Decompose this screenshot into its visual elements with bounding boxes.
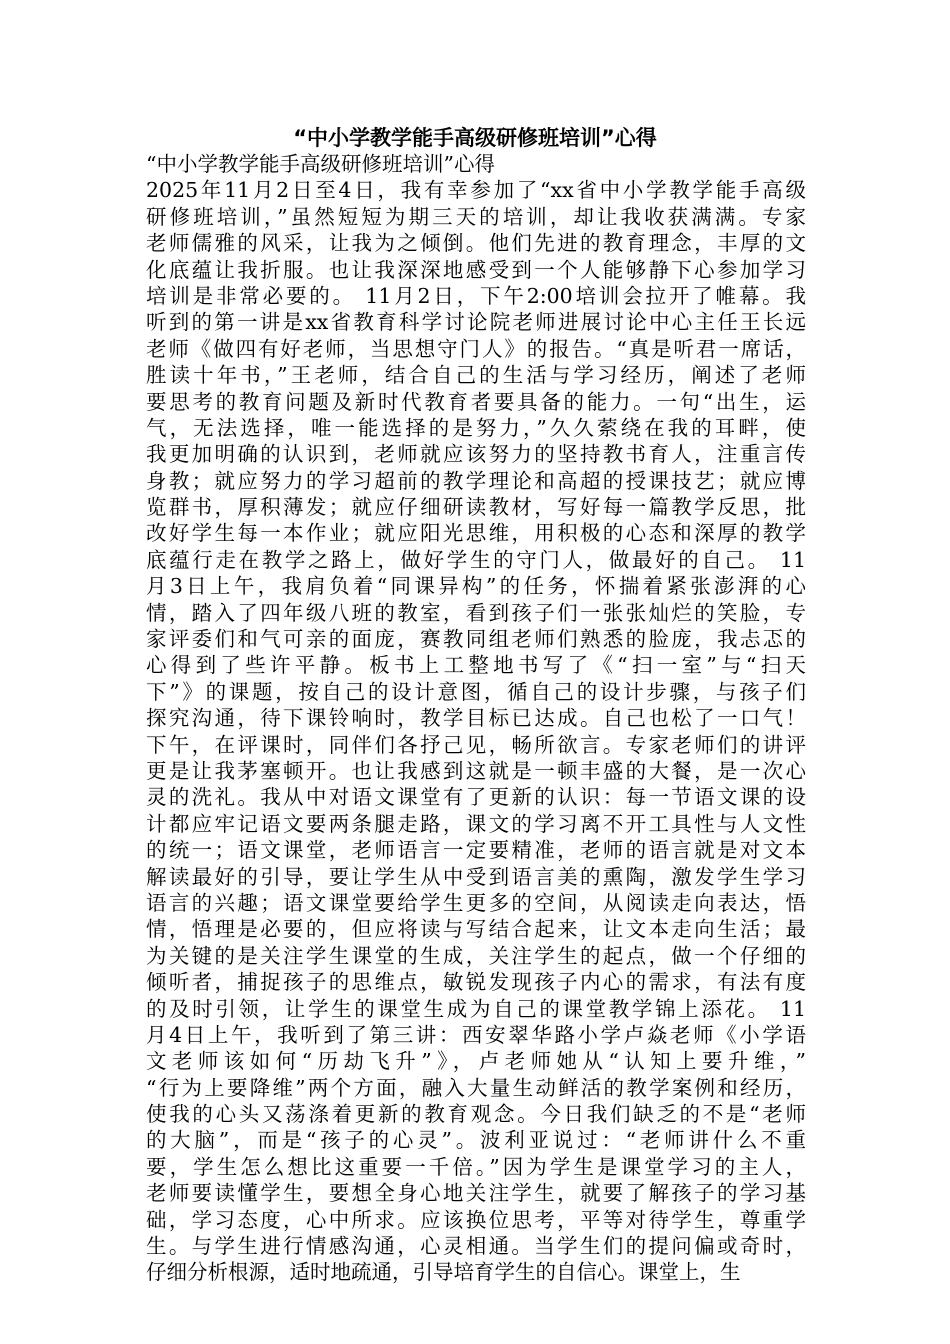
paragraph-line: 下午，在评课时，同伴们各抒己见，畅所欲言。专家老师们的讲评 <box>146 732 806 757</box>
paragraph-line: 底蕴行走在教学之路上，做好学生的守门人，做最好的自己。 11 <box>146 547 806 572</box>
paragraph-line: 身教；就应努力的学习超前的教学理论和高超的授课技艺；就应博 <box>146 468 806 493</box>
paragraph-line: 心得到了些许平静。板书上工整地书写了《“扫一室”与“扫天 <box>146 653 806 678</box>
paragraph-line: 月3日上午，我肩负着“同课异构”的任务，怀揣着紧张澎湃的心 <box>146 574 806 599</box>
paragraph-line: 胜读十年书，”王老师，结合自己的生活与学习经历，阐述了老师 <box>146 363 806 388</box>
paragraph-line: 语言的兴趣；语文课堂要给学生更多的空间，从阅读走向表达，悟 <box>146 890 806 915</box>
paragraph-line: 为关键的是关注学生课堂的生成，关注学生的起点，做一个仔细的 <box>146 943 806 968</box>
paragraph-line: 览群书，厚积薄发；就应仔细研读教材，写好每一篇教学反思，批 <box>146 495 806 520</box>
paragraph-line: 听到的第一讲是xx省教育科学讨论院老师进展讨论中心主任王长远 <box>146 310 806 335</box>
paragraph-line: 培训是非常必要的。 11月2日，下午2:00培训会拉开了帷幕。我 <box>146 283 806 308</box>
paragraph-line: 础，学习态度，心中所求。应该换位思考，平等对待学生，尊重学 <box>146 1207 806 1232</box>
paragraph-line: 2025年11月2日至4日，我有幸参加了“xx省中小学教学能手高级 <box>146 178 806 203</box>
paragraph-line: 的及时引领，让学生的课堂生成为自己的课堂教学锦上添花。 11 <box>146 996 806 1021</box>
paragraph-line: 的统一；语文课堂，老师语言一定要精准，老师的语言就是对文本 <box>146 838 806 863</box>
paragraph-line: 倾听者，捕捉孩子的思维点，敏锐发现孩子内心的需求，有法有度 <box>146 970 806 995</box>
document-title: “中小学教学能手高级研修班培训”心得 <box>293 126 657 150</box>
paragraph-line: 老师儒雅的风采，让我为之倾倒。他们先进的教育理念，丰厚的文 <box>146 231 806 256</box>
paragraph-line: 老师《做四有好老师，当思想守门人》的报告。“真是听君一席话， <box>146 336 806 361</box>
paragraph-line: 的大脑”，而是“孩子的心灵”。波利亚说过：“老师讲什么不重 <box>146 1128 806 1153</box>
paragraph-line: 家评委们和气可亲的面庞，赛教同组老师们熟悉的脸庞，我忐忑的 <box>146 627 806 652</box>
paragraph-line: 月4日上午，我听到了第三讲：西安翠华路小学卢焱老师《小学语 <box>146 1022 806 1047</box>
paragraph-line: “行为上要降维”两个方面，融入大量生动鲜活的教学案例和经历， <box>146 1075 806 1100</box>
paragraph-line: 老师要读懂学生，要想全身心地关注学生，就要了解孩子的学习基 <box>146 1181 806 1206</box>
paragraph-line: 要思考的教育问题及新时代教育者要具备的能力。一句“出生，运 <box>146 389 806 414</box>
document-subtitle: “中小学教学能手高级研修班培训”心得 <box>146 152 495 176</box>
paragraph-line: 下”》的课题，按自己的设计意图，循自己的设计步骤，与孩子们 <box>146 679 806 704</box>
paragraph-line: 要，学生怎么想比这重要一千倍。”因为学生是课堂学习的主人， <box>146 1154 806 1179</box>
paragraph-line: 情，悟理是必要的，但应将读与写结合起来，让文本走向生活；最 <box>146 917 806 942</box>
paragraph-line: 探究沟通，待下课铃响时，教学目标已达成。自己也松了一口气！ <box>146 706 806 731</box>
document-body <box>146 151 806 1286</box>
paragraph-line: 气，无法选择，唯一能选择的是努力，”久久萦绕在我的耳畔，使 <box>146 415 806 440</box>
paragraph-line: 我更加明确的认识到，老师就应该努力的坚持教书育人，注重言传 <box>146 442 806 467</box>
paragraph-line: 计都应牢记语文要两条腿走路，课文的学习离不开工具性与人文性 <box>146 811 806 836</box>
paragraph-line: 化底蕴让我折服。也让我深深地感受到一个人能够静下心参加学习 <box>146 257 806 282</box>
paragraph-line: 改好学生每一本作业；就应阳光思维，用积极的心态和深厚的教学 <box>146 521 806 546</box>
paragraph-line: 研修班培训，”虽然短短为期三天的培训，却让我收获满满。专家 <box>146 204 806 229</box>
paragraph-line: 灵的洗礼。我从中对语文课堂有了更新的认识：每一节语文课的设 <box>146 785 806 810</box>
paragraph-line: 仔细分析根源，适时地疏通，引导培育学生的自信心。课堂上，生 <box>146 1260 741 1285</box>
paragraph-line: 解读最好的引导，要让学生从中受到语言美的熏陶，激发学生学习 <box>146 864 806 889</box>
paragraph-line: 情，踏入了四年级八班的教室，看到孩子们一张张灿烂的笑脸，专 <box>146 600 806 625</box>
paragraph-line: 文老师该如何“历劫飞升”》，卢老师她从“认知上要升维，” <box>146 1049 806 1074</box>
paragraph-line: 使我的心头又荡涤着更新的教育观念。今日我们缺乏的不是“老师 <box>146 1102 806 1127</box>
paragraph-line: 更是让我茅塞顿开。也让我感到这就是一顿丰盛的大餐，是一次心 <box>146 758 806 783</box>
paragraph-line: 生。与学生进行情感沟通，心灵相通。当学生们的提问偏或奇时， <box>146 1234 806 1259</box>
